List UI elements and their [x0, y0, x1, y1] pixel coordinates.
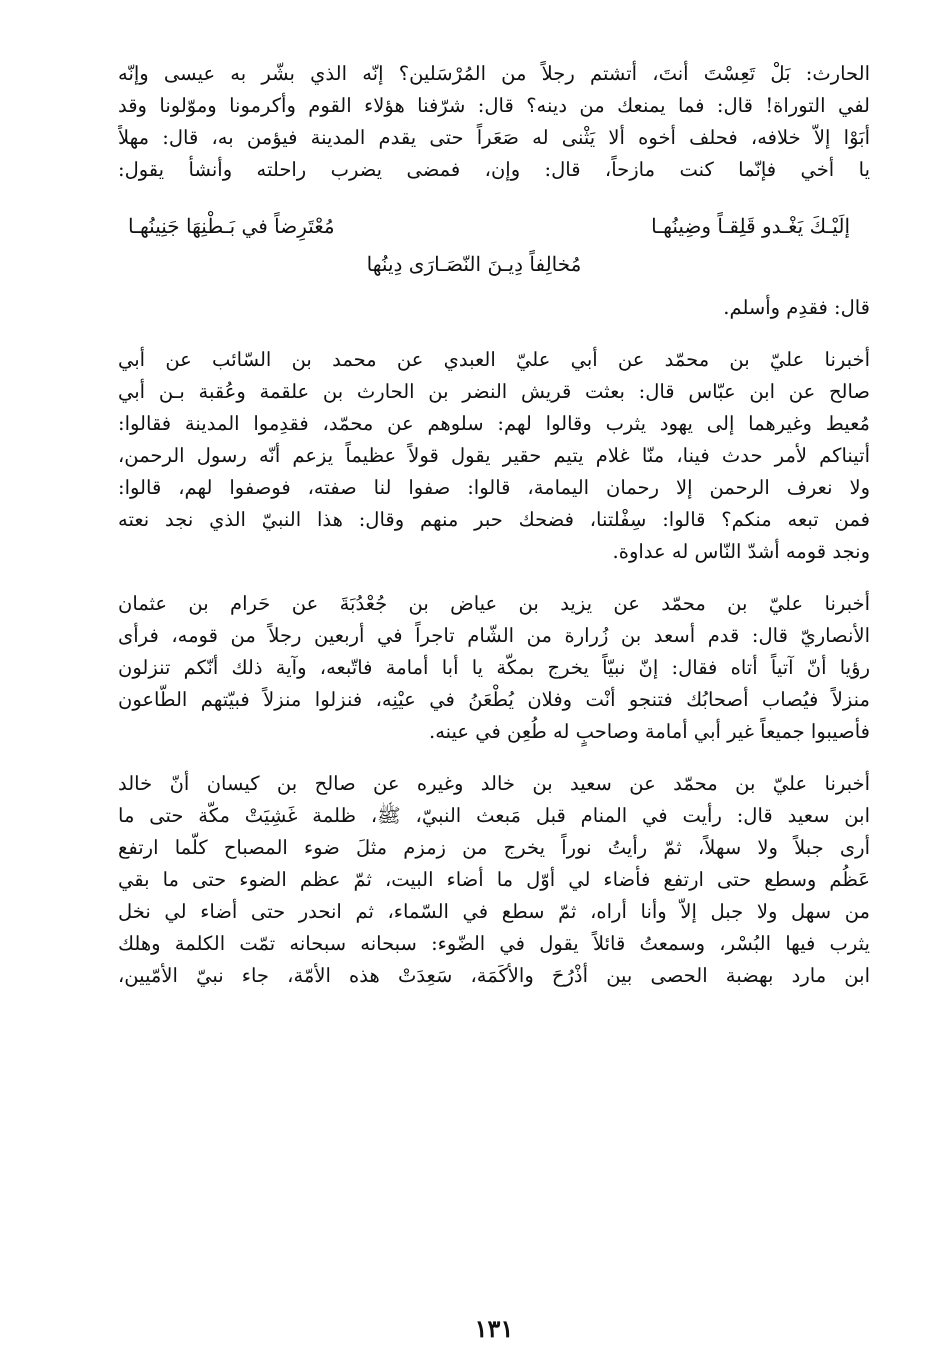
text-line: أخبرنا عليّ بن محمّد عن سعيد بن خالد وغيره عن صالح بن كيسان أنّ خالد [118, 772, 870, 795]
paragraph-3 [118, 344, 870, 568]
text-line: يا أخي فإنّما كنت مازحاً، قال: وإن، فمضى يضرب راحلته وأنشأ يقول: [118, 158, 870, 181]
paragraph-5 [118, 768, 870, 992]
text-line: الأنصاريّ قال: قدم أسعد بن زُرارة من الشّام تاجراً في أربعين رجلاً من قومه، فرأى [118, 624, 870, 647]
poetry-block [118, 206, 870, 282]
text-line: رؤيا أنّ آتياً أتاه فقال: إنّ نبيّاً يخرج بمكّة يا أبا أمامة فاتّبعه، وآية ذلك أنّكم تنزلون [118, 656, 870, 679]
text-line: عَظُم وسطع حتى ارتفع فأضاء لي أوّل ما أضاء البيت، ثمّ عظم الضوء حتى ما بقي [118, 868, 870, 891]
text-line: ابن مارد بهضبة الحصى بين أذْرُحَ والأكَمَة، سَعِدَتْ هذه الأمّة، جاء نبيّ الأمّيين، [118, 964, 870, 987]
text-line: أخبرنا عليّ بن محمّد عن أبي عليّ العبدي عن محمد بن السّائب عن أبي [118, 348, 870, 371]
text-line: أتيناكم لأمر حدث فينا، منّا غلام يتيم حقير يقول قولاً عظيماً يزعم أنّه رسول الرحمن، [118, 444, 870, 467]
page-number: ١٣١ [474, 1314, 514, 1343]
paragraph-1 [118, 58, 870, 186]
paragraph-2 [118, 292, 870, 324]
text-line: أرى جبلاً ولا سهلاً، ثمّ رأيتُ نوراً يخرج من زمزم مثلَ ضوء المصباح كلّما ارتفع [118, 836, 870, 859]
hemistich-right: إلَيْـكَ يَغْـدو قَلِقـاً وضِينُهـا [651, 214, 850, 238]
text-line: ولا نعرف الرحمن إلا رحمان اليمامة، قالوا: صفوا لنا صفته، فوصفوا لهم، قالوا: [118, 476, 870, 499]
text-line: ونجد قومه أشدّ النّاس له عداوة. [612, 540, 870, 563]
text-line: فمن تبعه منكم؟ قالوا: سِفْلتنا، فضحك حبر منهم وقال: هذا النبيّ الذي نجد نعته [118, 508, 870, 531]
text-line: الحارث: بَلْ تَعِسْتَ أنتَ، أتشتم رجلاً من المُرْسَلين؟ إنّه الذي بشّر به عيسى وإنّه [118, 62, 870, 85]
paragraph-4 [118, 588, 870, 748]
poetry-second-line: مُخالِفاً دِيـنَ النّصَـارَى دِينُها [366, 252, 582, 276]
text-line: قال: فقدِم وأسلم. [723, 296, 870, 319]
book-page [118, 58, 870, 1343]
text-line: ابن سعيد قال: رأيت في المنام قبل مَبعث النبيّ، ﷺ، ظلمة غَشِيَتْ مكّة حتى ما [118, 804, 870, 827]
poetry-verse [118, 206, 870, 246]
text-line: أخبرنا عليّ بن محمّد عن يزيد بن عياض بن جُعْدُبَةَ عن حَرام بن عثمان [118, 592, 870, 615]
text-line: منزلاً فيُصاب أصحابُك فتنجو أنْت وفلان يُطْعَنُ في عيْنِه، فنزلوا منزلاً فبيّتهم الطّاعون [118, 688, 870, 711]
text-line: من سهل ولا جبل إلاّ وأنا أراه، ثمّ سطع في السّماء، ثم انحدر حتى أضاء لي نخل [118, 900, 870, 923]
text-line: لفي التوراة! قال: فما يمنعك من دينه؟ قال: شرّفنا هؤلاء القوم وأكرمونا وموّلونا وقد [118, 94, 870, 117]
text-line: أبَوْا إلاّ خلافه، فحلف أخوه ألا يَثْنى له صَعَراً حتى يقدم المدينة فيؤمن به، قال: مهلاً [118, 126, 870, 149]
text-line: صالح عن ابن عبّاس قال: بعثت قريش النضر بن الحارث بن علقمة وعُقبة بـن أبي [118, 380, 870, 403]
hemistich-left: مُعْتَرِضاً في بَـطْنِهَا جَنِينُهـا [128, 214, 335, 238]
text-line: مُعيط وغيرهما إلى يهود يثرب وقالوا لهم: سلوهم عن محمّد، فقدِموا المدينة فقالوا: [118, 412, 870, 435]
text-line: يثرب فيها البُسْر، وسمعتُ قائلاً يقول في الضّوء: سبحانه سبحانه تمّت الكلمة وهلك [118, 932, 870, 955]
text-line: فأصيبوا جميعاً غير أبي أمامة وصاحبٍ له طُعِن في عينه. [429, 720, 870, 743]
